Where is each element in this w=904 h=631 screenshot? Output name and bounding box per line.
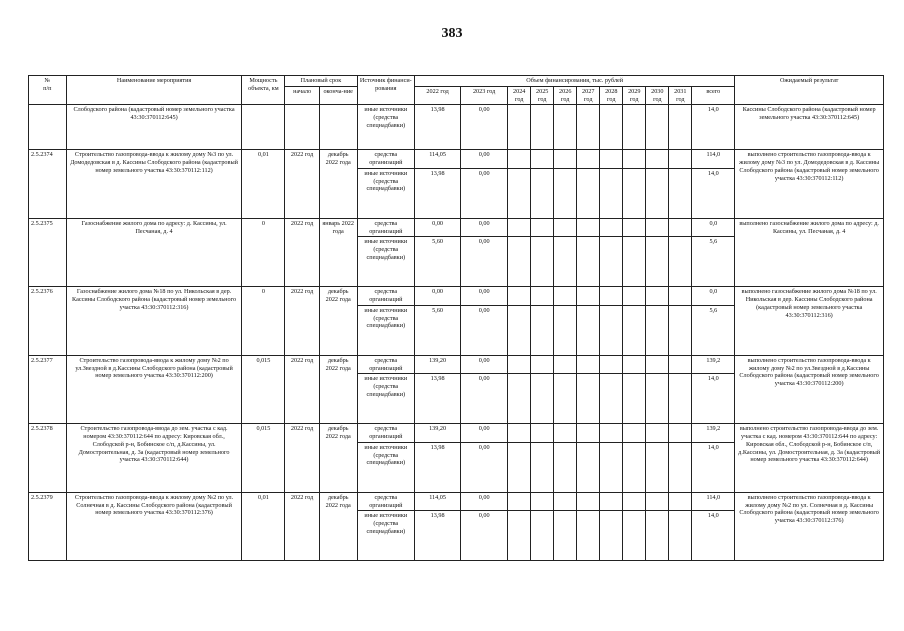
value-2027 bbox=[577, 237, 600, 287]
source-cell: иные источники (средства спецнадбавки) bbox=[357, 374, 415, 424]
value-2030 bbox=[646, 218, 669, 237]
measure-name: Строительство газопровода-ввода до зем. участка с кад. номером 43:30:370112:644 по адресу: Кировская обл., Слободской р-н, Бобинское с/п, д.Кассины, ул. Домостроительная, д. 3а (кадастровый номер земельного участка 43:30:370112:644) bbox=[66, 424, 242, 493]
source-cell: средства организаций bbox=[357, 218, 415, 237]
value-2023: 0,00 bbox=[461, 374, 508, 424]
value-2031 bbox=[669, 287, 692, 306]
table-row bbox=[29, 218, 884, 237]
page-number: 383 bbox=[441, 26, 463, 41]
header-start: начало bbox=[285, 86, 320, 105]
end-cell bbox=[319, 105, 357, 150]
expected-result: выполнено строительство газопровода-ввода к жилому дому №2 по ул.Звездной в д.Кассины Слободского района (кадастровый номер земельного участка 43:30:370112:200) bbox=[735, 355, 884, 424]
value-2031 bbox=[669, 168, 692, 218]
value-2024 bbox=[508, 442, 531, 492]
value-total: 5,6 bbox=[692, 305, 735, 355]
value-2022: 0,00 bbox=[415, 287, 461, 306]
end-cell: декабрь 2022 года bbox=[319, 492, 357, 561]
capacity-cell: 0,01 bbox=[242, 150, 285, 219]
header-result: Ожидаемый результат bbox=[735, 76, 884, 105]
value-2025 bbox=[531, 168, 554, 218]
value-2023: 0,00 bbox=[461, 237, 508, 287]
value-total: 14,0 bbox=[692, 442, 735, 492]
header-plan-period: Плановый срок bbox=[285, 76, 357, 87]
value-2030 bbox=[646, 150, 669, 169]
table-row bbox=[29, 492, 884, 511]
header-2028: 2028 год bbox=[600, 86, 623, 105]
value-2025 bbox=[531, 305, 554, 355]
row-number: 2.5.2379 bbox=[29, 492, 67, 561]
value-2027 bbox=[577, 105, 600, 150]
table-row bbox=[29, 424, 884, 443]
value-2022: 5,60 bbox=[415, 237, 461, 287]
measure-name: Строительство газопровода-ввода к жилому дому №3 по ул. Домодедовская в д. Кассины Слободского района (кадастровый номер земельного участка 43:30:370112:112) bbox=[66, 150, 242, 219]
start-cell: 2022 год bbox=[285, 218, 320, 287]
value-2026 bbox=[554, 105, 577, 150]
value-2022: 13,98 bbox=[415, 105, 461, 150]
source-cell: иные источники (средства спецнадбавки) bbox=[357, 168, 415, 218]
value-2026 bbox=[554, 424, 577, 443]
value-2028 bbox=[600, 374, 623, 424]
table-row bbox=[29, 355, 884, 374]
value-2031 bbox=[669, 305, 692, 355]
value-2027 bbox=[577, 287, 600, 306]
value-2031 bbox=[669, 237, 692, 287]
value-2023: 0,00 bbox=[461, 492, 508, 511]
expected-result: выполнено строительство газопровода-ввода до зем. участка с кад. номером 43:30:370112:644 по адресу: Кировская обл., Слободской р-н, Бобинское с/п, д.Кассины, ул. Домостроительная, д. 3а (кадастровый номер земельного участка 43:30:370112:644) bbox=[735, 424, 884, 493]
value-2031 bbox=[669, 150, 692, 169]
source-cell: иные источники (средства спецнадбавки) bbox=[357, 442, 415, 492]
value-2022: 114,05 bbox=[415, 492, 461, 511]
header-2026: 2026 год bbox=[554, 86, 577, 105]
value-2024 bbox=[508, 305, 531, 355]
financing-table bbox=[28, 75, 884, 561]
header-total: всего bbox=[692, 86, 735, 105]
end-cell: декабрь 2022 года bbox=[319, 355, 357, 424]
value-2022: 13,98 bbox=[415, 168, 461, 218]
capacity-cell: 0 bbox=[242, 287, 285, 356]
start-cell bbox=[285, 105, 320, 150]
row-number: 2.5.2376 bbox=[29, 287, 67, 356]
source-cell: иные источники (средства спецнадбавки) bbox=[357, 511, 415, 561]
value-2023: 0,00 bbox=[461, 150, 508, 169]
value-total: 139,2 bbox=[692, 355, 735, 374]
value-2022: 114,05 bbox=[415, 150, 461, 169]
value-2027 bbox=[577, 511, 600, 561]
value-2029 bbox=[623, 218, 646, 237]
value-2022: 139,20 bbox=[415, 424, 461, 443]
value-2030 bbox=[646, 237, 669, 287]
value-2029 bbox=[623, 150, 646, 169]
value-2025 bbox=[531, 237, 554, 287]
value-2030 bbox=[646, 168, 669, 218]
value-2024 bbox=[508, 150, 531, 169]
value-2028 bbox=[600, 305, 623, 355]
value-2024 bbox=[508, 168, 531, 218]
capacity-cell: 0,01 bbox=[242, 492, 285, 561]
value-total: 114,0 bbox=[692, 492, 735, 511]
value-2029 bbox=[623, 492, 646, 511]
value-2027 bbox=[577, 305, 600, 355]
value-2031 bbox=[669, 374, 692, 424]
value-2031 bbox=[669, 424, 692, 443]
table-row bbox=[29, 150, 884, 169]
value-total: 0,0 bbox=[692, 287, 735, 306]
value-2028 bbox=[600, 424, 623, 443]
value-2026 bbox=[554, 150, 577, 169]
value-2027 bbox=[577, 424, 600, 443]
value-2027 bbox=[577, 442, 600, 492]
header-volume: Объем финансирования, тыс. рублей bbox=[415, 76, 735, 87]
value-2030 bbox=[646, 492, 669, 511]
value-2025 bbox=[531, 374, 554, 424]
value-2030 bbox=[646, 442, 669, 492]
value-2026 bbox=[554, 168, 577, 218]
value-2029 bbox=[623, 305, 646, 355]
value-total: 14,0 bbox=[692, 168, 735, 218]
header-2029: 2029 год bbox=[623, 86, 646, 105]
value-2024 bbox=[508, 105, 531, 150]
value-2022: 5,60 bbox=[415, 305, 461, 355]
value-2026 bbox=[554, 305, 577, 355]
value-2023: 0,00 bbox=[461, 287, 508, 306]
value-2030 bbox=[646, 305, 669, 355]
value-2029 bbox=[623, 168, 646, 218]
value-2022: 139,20 bbox=[415, 355, 461, 374]
value-2026 bbox=[554, 287, 577, 306]
header-2030: 2030 год bbox=[646, 86, 669, 105]
value-2029 bbox=[623, 355, 646, 374]
start-cell: 2022 год bbox=[285, 424, 320, 493]
value-2028 bbox=[600, 511, 623, 561]
value-2024 bbox=[508, 237, 531, 287]
value-2029 bbox=[623, 105, 646, 150]
value-2025 bbox=[531, 355, 554, 374]
value-2024 bbox=[508, 355, 531, 374]
expected-result: выполнено газоснабжение жилого дома №18 по ул. Никольская в дер. Кассины Слободского района (кадастровый номер земельного участка 43:30:370112:316) bbox=[735, 287, 884, 356]
header-2027: 2027 год bbox=[577, 86, 600, 105]
value-2024 bbox=[508, 374, 531, 424]
value-2026 bbox=[554, 237, 577, 287]
row-number: 2.5.2377 bbox=[29, 355, 67, 424]
value-2028 bbox=[600, 442, 623, 492]
value-2023: 0,00 bbox=[461, 442, 508, 492]
source-cell: средства организаций bbox=[357, 287, 415, 306]
row-number: 2.5.2375 bbox=[29, 218, 67, 287]
value-2031 bbox=[669, 442, 692, 492]
capacity-cell: 0,015 bbox=[242, 424, 285, 493]
value-2030 bbox=[646, 374, 669, 424]
measure-name: Строительство газопровода-ввода к жилому дому №2 по ул.Звездной в д.Кассины Слободского района (кадастровый номер земельного участка 43:30:370112:200) bbox=[66, 355, 242, 424]
table-row bbox=[29, 287, 884, 306]
value-2031 bbox=[669, 511, 692, 561]
value-2023: 0,00 bbox=[461, 168, 508, 218]
start-cell: 2022 год bbox=[285, 150, 320, 219]
value-2031 bbox=[669, 218, 692, 237]
value-total: 14,0 bbox=[692, 511, 735, 561]
value-2029 bbox=[623, 442, 646, 492]
value-2031 bbox=[669, 492, 692, 511]
value-2030 bbox=[646, 424, 669, 443]
capacity-cell bbox=[242, 105, 285, 150]
row-number: 2.5.2374 bbox=[29, 150, 67, 219]
value-2022: 13,98 bbox=[415, 442, 461, 492]
value-2024 bbox=[508, 287, 531, 306]
value-2026 bbox=[554, 442, 577, 492]
expected-result: Кассины Слободского района (кадастровый номер земельного участка 43:30:370112:645) bbox=[735, 105, 884, 150]
value-2024 bbox=[508, 424, 531, 443]
header-end: оконча-ние bbox=[319, 86, 357, 105]
expected-result: выполнено строительство газопровода-ввода к жилому дому №2 по ул. Солнечная в д. Кассины Слободского района (кадастровый номер земельного участка 43:30:370112:376) bbox=[735, 492, 884, 561]
start-cell: 2022 год bbox=[285, 355, 320, 424]
measure-name: Строительство газопровода-ввода к жилому дому №2 по ул. Солнечная в д. Кассины Слободского района (кадастровый номер земельного участка 43:30:370112:376) bbox=[66, 492, 242, 561]
value-2023: 0,00 bbox=[461, 424, 508, 443]
source-cell: средства организаций bbox=[357, 492, 415, 511]
row-number: 2.5.2378 bbox=[29, 424, 67, 493]
value-total: 114,0 bbox=[692, 150, 735, 169]
value-2025 bbox=[531, 150, 554, 169]
value-2026 bbox=[554, 218, 577, 237]
value-total: 0,0 bbox=[692, 218, 735, 237]
header-2022: 2022 год bbox=[415, 86, 461, 105]
end-cell: декабрь 2022 года bbox=[319, 287, 357, 356]
source-cell: иные источники (средства спецнадбавки) bbox=[357, 305, 415, 355]
table-row bbox=[29, 105, 884, 150]
value-2026 bbox=[554, 355, 577, 374]
value-2030 bbox=[646, 355, 669, 374]
header-2024: 2024 год bbox=[508, 86, 531, 105]
value-2023: 0,00 bbox=[461, 218, 508, 237]
value-2027 bbox=[577, 150, 600, 169]
value-total: 14,0 bbox=[692, 105, 735, 150]
value-2025 bbox=[531, 511, 554, 561]
measure-name: Слободского района (кадастровый номер земельного участка 43:30:370112:645) bbox=[66, 105, 242, 150]
value-2024 bbox=[508, 511, 531, 561]
source-cell: иные источники (средства спецнадбавки) bbox=[357, 105, 415, 150]
value-2024 bbox=[508, 492, 531, 511]
value-2029 bbox=[623, 237, 646, 287]
source-cell: средства организаций bbox=[357, 355, 415, 374]
value-2028 bbox=[600, 492, 623, 511]
end-cell: январь 2022 года bbox=[319, 218, 357, 287]
measure-name: Газоснабжение жилого дома по адресу: д. Кассины, ул. Песчаная, д. 4 bbox=[66, 218, 242, 287]
value-2023: 0,00 bbox=[461, 305, 508, 355]
value-2027 bbox=[577, 168, 600, 218]
value-2025 bbox=[531, 218, 554, 237]
source-cell: средства организаций bbox=[357, 150, 415, 169]
value-2028 bbox=[600, 168, 623, 218]
header-capacity: Мощность объекта, км bbox=[242, 76, 285, 105]
value-2028 bbox=[600, 218, 623, 237]
value-2029 bbox=[623, 287, 646, 306]
value-2022: 13,98 bbox=[415, 511, 461, 561]
value-2026 bbox=[554, 374, 577, 424]
value-2027 bbox=[577, 355, 600, 374]
expected-result: выполнено газоснабжение жилого дома по адресу: д. Кассины, ул. Песчаная, д. 4 bbox=[735, 218, 884, 287]
header-2023: 2023 год bbox=[461, 86, 508, 105]
start-cell: 2022 год bbox=[285, 492, 320, 561]
value-2026 bbox=[554, 492, 577, 511]
value-2025 bbox=[531, 442, 554, 492]
end-cell: декабрь 2022 года bbox=[319, 150, 357, 219]
value-2025 bbox=[531, 424, 554, 443]
value-2028 bbox=[600, 355, 623, 374]
row-number bbox=[29, 105, 67, 150]
header-no: № п/п bbox=[29, 76, 67, 105]
header-source: Источник финанси-рования bbox=[357, 76, 415, 105]
value-2027 bbox=[577, 374, 600, 424]
value-2029 bbox=[623, 374, 646, 424]
value-total: 5,6 bbox=[692, 237, 735, 287]
value-2025 bbox=[531, 287, 554, 306]
header-2031: 2031 год bbox=[669, 86, 692, 105]
expected-result: выполнено строительство газопровода-ввода к жилому дому №3 по ул. Домодедовская в д. Кассины Слободского района (кадастровый номер земельного участка 43:30:370112:112) bbox=[735, 150, 884, 219]
value-2023: 0,00 bbox=[461, 355, 508, 374]
value-2028 bbox=[600, 105, 623, 150]
capacity-cell: 0 bbox=[242, 218, 285, 287]
value-2030 bbox=[646, 287, 669, 306]
value-2029 bbox=[623, 424, 646, 443]
value-2026 bbox=[554, 511, 577, 561]
source-cell: средства организаций bbox=[357, 424, 415, 443]
value-2025 bbox=[531, 105, 554, 150]
capacity-cell: 0,015 bbox=[242, 355, 285, 424]
value-2022: 0,00 bbox=[415, 218, 461, 237]
value-2031 bbox=[669, 355, 692, 374]
value-2022: 13,98 bbox=[415, 374, 461, 424]
value-total: 139,2 bbox=[692, 424, 735, 443]
value-2028 bbox=[600, 287, 623, 306]
start-cell: 2022 год bbox=[285, 287, 320, 356]
value-2030 bbox=[646, 511, 669, 561]
value-2029 bbox=[623, 511, 646, 561]
value-2027 bbox=[577, 492, 600, 511]
end-cell: декабрь 2022 года bbox=[319, 424, 357, 493]
measure-name: Газоснабжение жилого дома №18 по ул. Никольская в дер. Кассины Слободского района (кадастровый номер земельного участка 43:30:370112:316) bbox=[66, 287, 242, 356]
value-2024 bbox=[508, 218, 531, 237]
value-2027 bbox=[577, 218, 600, 237]
value-2028 bbox=[600, 237, 623, 287]
value-2030 bbox=[646, 105, 669, 150]
header-2025: 2025 год bbox=[531, 86, 554, 105]
value-2025 bbox=[531, 492, 554, 511]
value-2023: 0,00 bbox=[461, 105, 508, 150]
value-2028 bbox=[600, 150, 623, 169]
value-2023: 0,00 bbox=[461, 511, 508, 561]
value-total: 14,0 bbox=[692, 374, 735, 424]
header-name: Наименование мероприятия bbox=[66, 76, 242, 105]
value-2031 bbox=[669, 105, 692, 150]
source-cell: иные источники (средства спецнадбавки) bbox=[357, 237, 415, 287]
